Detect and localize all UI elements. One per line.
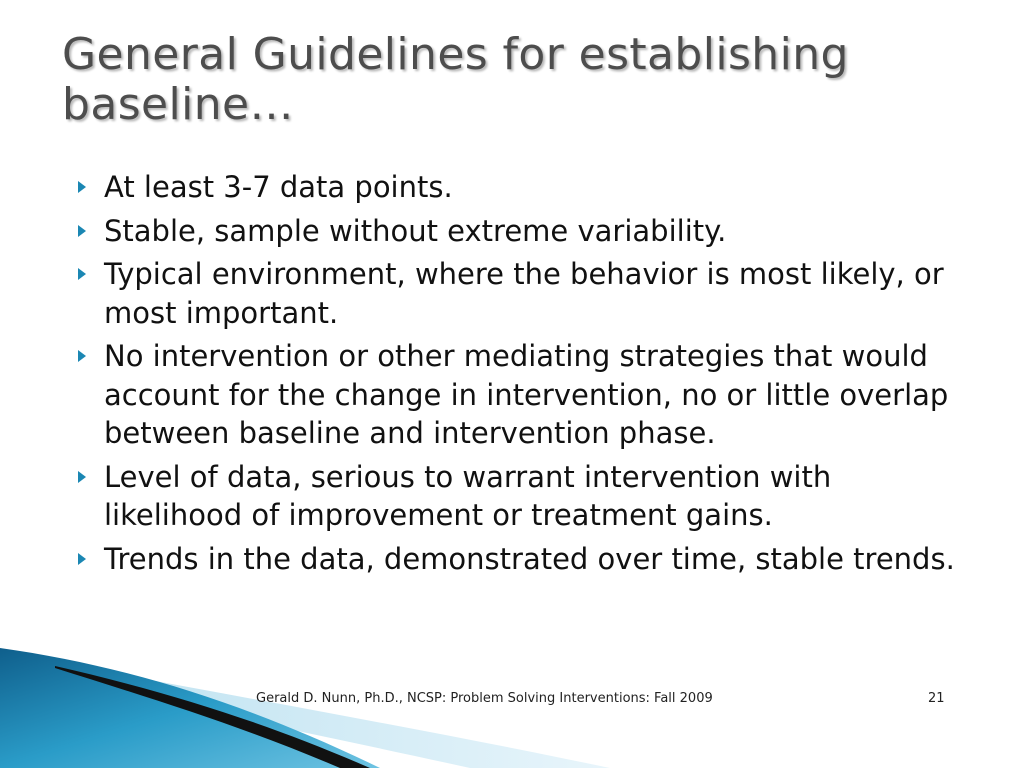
list-item (74, 212, 974, 251)
slide-footer: Gerald D. Nunn, Ph.D., NCSP: Problem Solving Interventions: Fall 2009 (256, 691, 713, 706)
list-item (74, 168, 974, 207)
list-item (74, 255, 974, 332)
bullet-text: Level of data, serious to warrant intervention with likelihood of improvement or treatment gains. (104, 459, 832, 532)
triangle-right-icon (78, 553, 86, 565)
slide-title: General Guidelines for establishing baseline… (62, 29, 849, 130)
list-item (74, 540, 974, 579)
triangle-right-icon (78, 350, 86, 362)
triangle-right-icon (78, 181, 86, 193)
triangle-right-icon (78, 268, 86, 280)
bullet-text: Typical environment, where the behavior is most likely, or most important. (104, 257, 944, 330)
bullet-text: At least 3-7 data points. (104, 170, 453, 204)
slide-number: 21 (928, 691, 945, 706)
list-item (74, 337, 974, 453)
bullet-text: No intervention or other mediating strategies that would account for the change in intervention, no or little overlap between baseline and intervention phase. (104, 339, 949, 450)
bullet-list (74, 168, 974, 583)
list-item (74, 458, 974, 535)
triangle-right-icon (78, 471, 86, 483)
triangle-right-icon (78, 225, 86, 237)
bullet-text: Trends in the data, demonstrated over time, stable trends. (104, 541, 955, 576)
bullet-text: Stable, sample without extreme variability. (104, 213, 727, 248)
